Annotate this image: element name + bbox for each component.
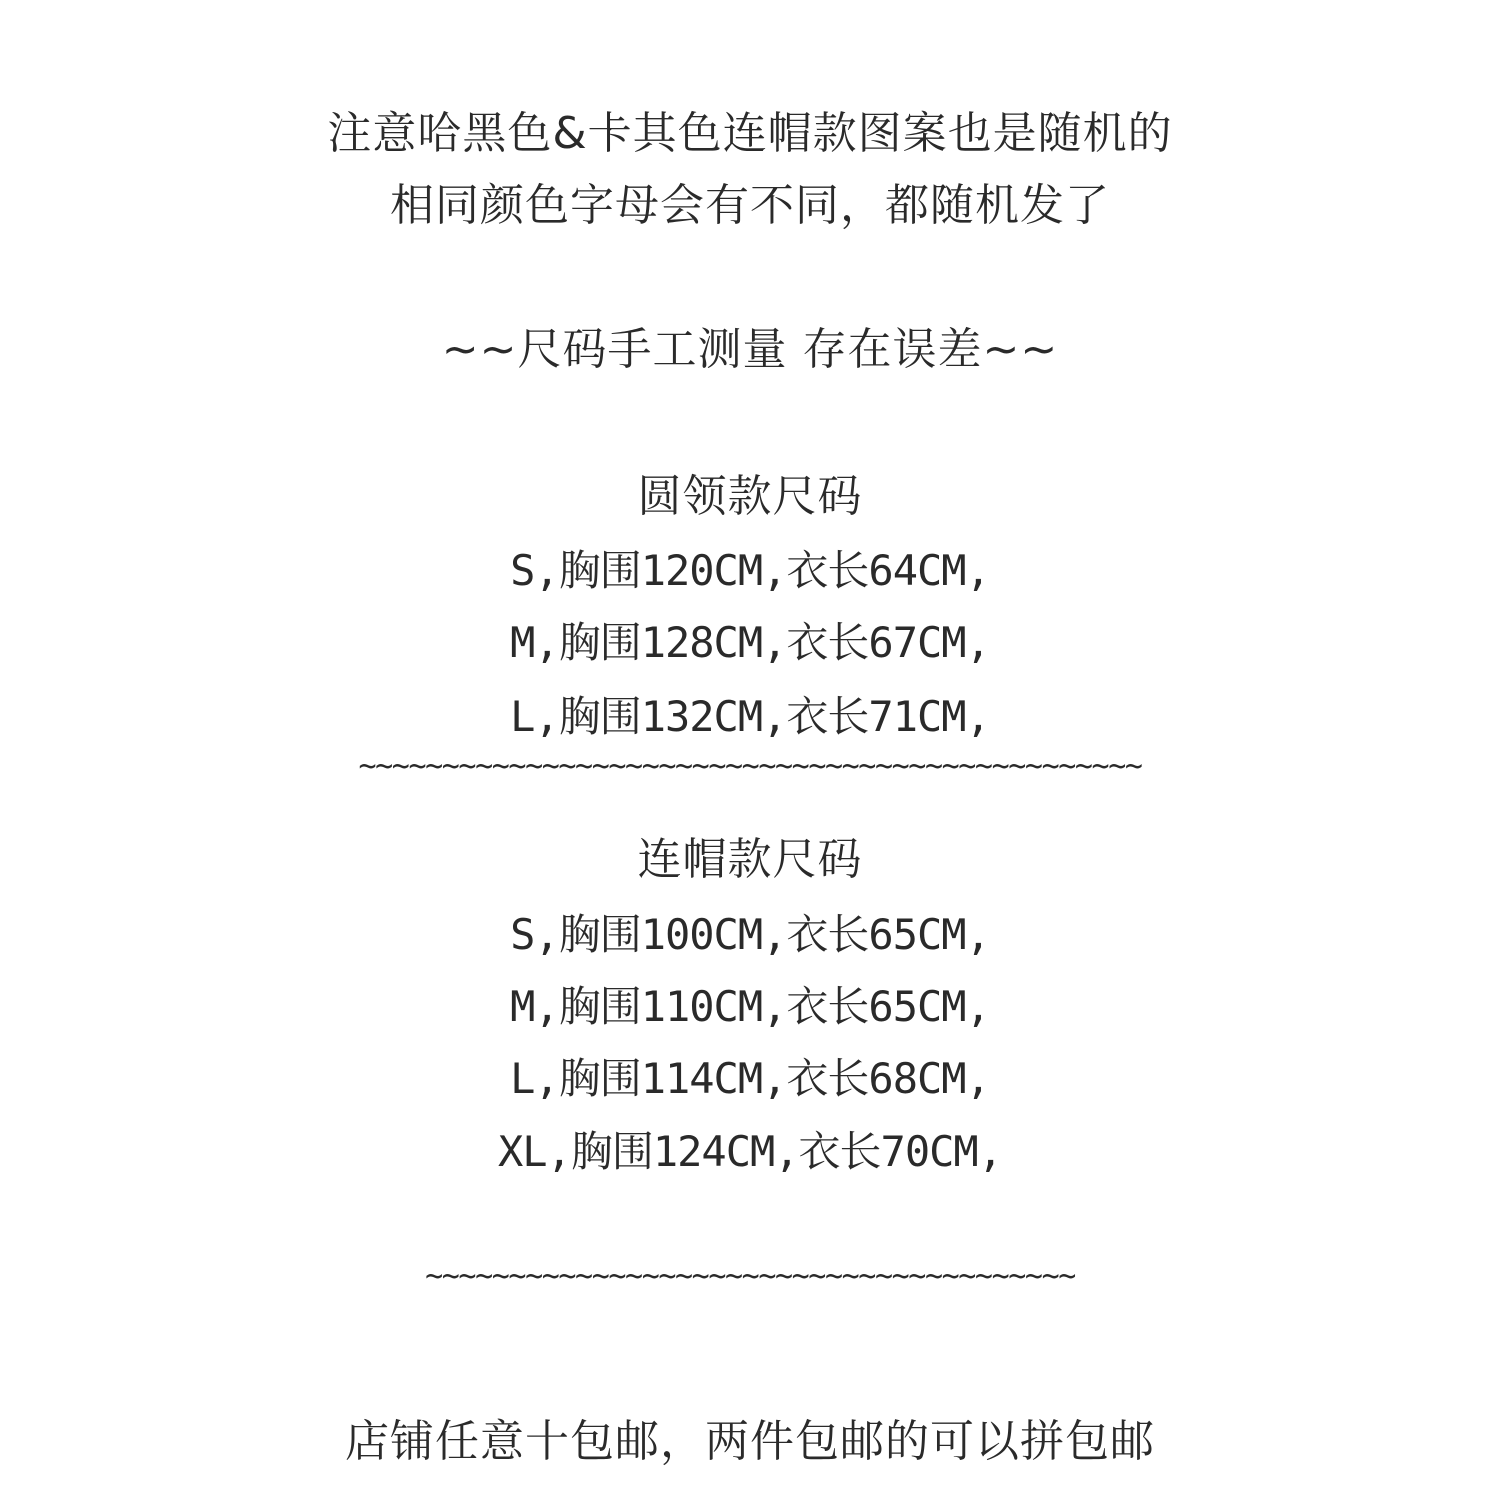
crew-neck-size-row: L,胸围132CM,衣长71CM, — [510, 692, 990, 741]
measurement-error-note: ~~尺码手工测量 存在误差~~ — [441, 324, 1059, 375]
hoodie-size-row: M,胸围110CM,衣长65CM, — [510, 982, 990, 1031]
hoodie-size-row: XL,胸围124CM,衣长70CM, — [497, 1127, 1002, 1176]
crew-neck-size-title: 圆领款尺码 — [637, 471, 863, 522]
hoodie-size-title: 连帽款尺码 — [637, 834, 863, 885]
notice-line-2: 相同颜色字母会有不同，都随机发了 — [390, 180, 1110, 231]
crew-neck-size-row: S,胸围120CM,衣长64CM, — [510, 546, 990, 595]
crew-neck-size-row: M,胸围128CM,衣长67CM, — [510, 618, 990, 667]
tilde-divider: ~~~~~~~~~~~~~~~~~~~~~~~~~~~~~~~~~~~~~~~~~~~~~~~ — [358, 749, 1142, 784]
hoodie-size-row: S,胸围100CM,衣长65CM, — [510, 910, 990, 959]
notice-line-1: 注意哈黑色&卡其色连帽款图案也是随机的 — [327, 108, 1173, 159]
tilde-divider: ~~~~~~~~~~~~~~~~~~~~~~~~~~~~~~~~~~~~~~~ — [425, 1259, 1075, 1294]
hoodie-size-row: L,胸围114CM,衣长68CM, — [510, 1054, 990, 1103]
free-shipping-note: 店铺任意十包邮，两件包邮的可以拼包邮 — [345, 1416, 1155, 1467]
